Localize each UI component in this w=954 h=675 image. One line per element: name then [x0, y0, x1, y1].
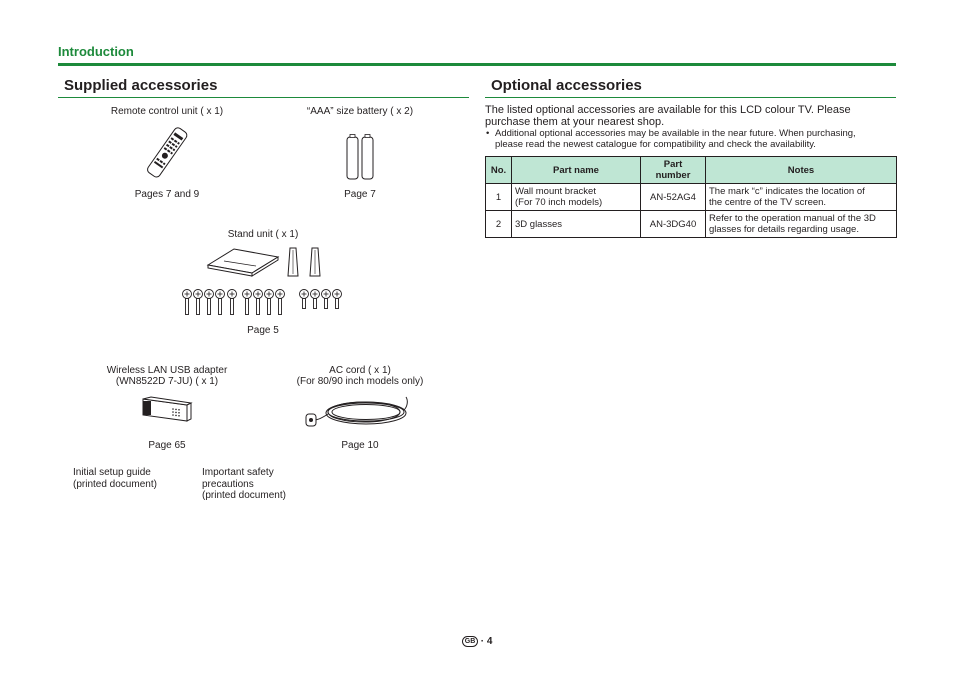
setup-guide-line1: Initial setup guide — [73, 467, 151, 478]
row-part-number: AN-52AG4 — [641, 184, 706, 211]
battery-page: Page 7 — [344, 189, 376, 200]
optional-intro-line2: purchase them at your nearest shop. — [485, 116, 665, 128]
supplied-heading-rule — [58, 97, 469, 98]
accord-label-line2: (For 80/90 inch models only) — [296, 376, 424, 387]
row-part-number: AN-3DG40 — [641, 211, 706, 238]
screws-illustration — [180, 288, 352, 318]
header-notes: Notes — [706, 157, 897, 184]
stand-posts-illustration — [285, 246, 325, 278]
wlan-page: Page 65 — [148, 440, 186, 451]
wlan-label-line2: (WN8522D 7-JU) ( x 1) — [115, 376, 219, 387]
wlan-label-line1: Wireless LAN USB adapter — [106, 365, 228, 376]
row-part-name: 3D glasses — [512, 211, 641, 238]
remote-label: Remote control unit ( x 1) — [110, 106, 224, 117]
row-no: 1 — [486, 184, 512, 211]
optional-heading-rule — [485, 97, 896, 98]
optional-accessories-heading: Optional accessories — [491, 77, 642, 94]
row-part-name: Wall mount bracket (For 70 inch models) — [512, 184, 641, 211]
row-notes: The mark “c” indicates the location of the centre of the TV screen. — [706, 184, 897, 211]
wlan-adapter-illustration — [139, 395, 197, 425]
remote-page: Pages 7 and 9 — [134, 189, 200, 200]
bullet-dot: • — [486, 128, 490, 139]
optional-accessories-table — [485, 156, 897, 238]
page-number-footer — [462, 636, 492, 647]
safety-line3: (printed document) — [202, 490, 286, 501]
optional-intro-line1: The listed optional accessories are available for this LCD colour TV. Please — [485, 104, 851, 116]
stand-page: Page 5 — [247, 325, 279, 336]
safety-line1: Important safety — [202, 467, 274, 478]
section-divider — [58, 63, 896, 66]
header-part-name: Part name — [512, 157, 641, 184]
safety-line2: precautions — [202, 479, 254, 490]
stand-label: Stand unit ( x 1) — [227, 229, 299, 240]
section-label: Introduction — [58, 44, 134, 59]
row-no: 2 — [486, 211, 512, 238]
page-separator: · — [480, 636, 485, 648]
ac-cord-illustration — [304, 394, 414, 434]
header-part-number: Part number — [641, 157, 706, 184]
accord-page: Page 10 — [341, 440, 379, 451]
battery-label: “AAA” size battery ( x 2) — [306, 106, 414, 117]
battery-illustration — [343, 134, 377, 180]
table-header-row — [486, 157, 897, 184]
remote-control-illustration — [142, 124, 194, 182]
supplied-accessories-heading: Supplied accessories — [64, 77, 218, 94]
table-row — [486, 211, 897, 238]
setup-guide-line2: (printed document) — [73, 479, 157, 490]
page-number: 4 — [486, 636, 493, 648]
table-row — [486, 184, 897, 211]
stand-base-illustration — [206, 245, 280, 277]
optional-bullet-line2: please read the newest catalogue for compatibility and check the availability. — [495, 139, 816, 150]
header-no: No. — [486, 157, 512, 184]
gb-badge: GB — [462, 636, 478, 647]
accord-label-line1: AC cord ( x 1) — [329, 365, 391, 376]
row-notes: Refer to the operation manual of the 3D glasses for details regarding usage. — [706, 211, 897, 238]
optional-bullet-line1: Additional optional accessories may be available in the near future. When purchasing, — [495, 128, 856, 139]
